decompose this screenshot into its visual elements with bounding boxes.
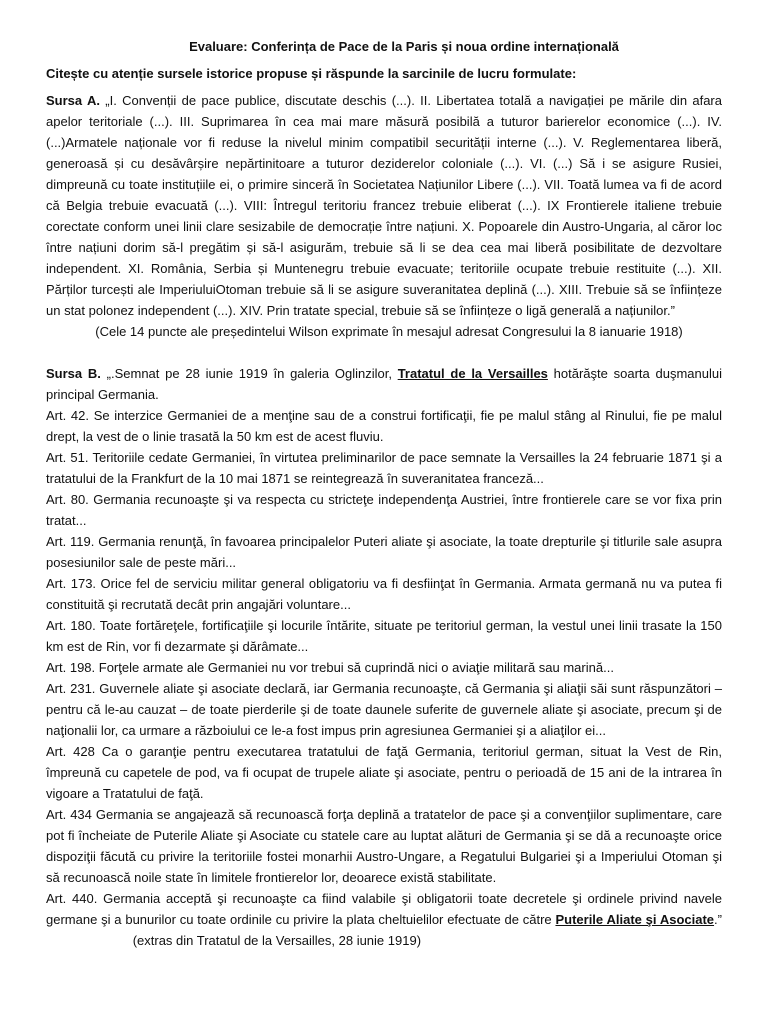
instruction-text: Citește cu atenție sursele istorice propuse și răspunde la sarcinile de lucru formulate:	[46, 66, 577, 81]
source-b-intro-post: hotărăşte soarta duşmanului principal Germania.	[46, 366, 723, 402]
source-b-intro-pre: „.Semnat pe 28 iunie 1919 în galeria Oglinzilor,	[106, 366, 398, 381]
article-42: Art. 42. Se interzice Germaniei de a menţine sau de a construi fortificaţii, fie pe malul stâng al Rinului, fie pe malul drept, la vest de o linie trasată la 50 km est de acest fluviu.	[46, 408, 722, 444]
allied-powers-link: Puterile Aliate şi Asociate	[555, 912, 715, 927]
source-a-label: Sursa A.	[46, 93, 100, 108]
article-173: Art. 173. Orice fel de serviciu militar general obligatoriu va fi desfiinţat în Germania. Armata germană nu va putea fi constituită şi recrutată decât prin angajări voluntare...	[46, 576, 722, 612]
treaty-link: Tratatul de la Versailles	[397, 366, 548, 381]
spacer	[46, 342, 722, 363]
article-198: Art. 198. Forţele armate ale Germaniei nu vor trebui să cuprindă nici o aviaţie militară sau marină...	[46, 660, 614, 675]
article-80: Art. 80. Germania recunoaşte şi va respecta cu stricteţe independenţa Austriei, între frontierele care se vor fixa prin tratat...	[46, 492, 722, 528]
source-a-paragraph	[46, 90, 722, 321]
article-180: Art. 180. Toate fortăreţele, fortificaţiile şi locurile întărite, situate pe teritoriul german, la vestul unei linii trasate la 150 km est de Rin, vor fi dezarmate şi dărâmate...	[46, 618, 722, 654]
article-440-end: .”	[714, 912, 722, 927]
article-51: Art. 51. Teritoriile cedate Germaniei, în virtutea preliminarilor de pace semnate la Versailles la 24 februarie 1871 şi a tratatului de la Frankfurt de la 10 mai 1871 se reintegrează în suveranitatea franceză...	[46, 450, 722, 486]
source-a-text: „I. Convenții de pace publice, discutate deschis (...). II. Libertatea totală a navigației pe mările din afara apelor teritoriale (...). III. Suprimarea în cea mai mare măsură posibilă a tuturor barierelor economice (...). IV. (...)Armatele naționale vor fi reduse la nivelul minim compatibil securității interne (...). V. Reglementarea liberă, generoasă și cu desăvârșire nepărtinitoare a tuturor deziderelor coloniale (...). VI. (...) Să i se asigure Rusiei, dimpreună cu toate instituțiile ei, o primire sinceră în Societatea Națiunilor Libere (...). VII. Toată lumea va fi de acord că Belgia trebuie evacuată (...). VIII: Întregul teritoriu francez trebuie eliberat (...). IX Frontierele italiene trebuie corectate conform unei linii clare sesizabile de democrație între națiuni. X. Popoarele din Austro-Ungaria, al căror loc între națiuni dorim să-l pregătim și să-l asigurăm, trebuie să li se dea cea mai liberă posibilitate de dezvoltare independent. XI. România, Serbia și Muntenegru trebuie evacuate; teritoriile ocupate trebuie restituite (...). XII. Părților turcești ale ImperiuluiOtoman trebuie să li se asigure suveranitatea deplină (...). XIII. Trebuie să se înființeze un stat polonez independent (...). XIV. Prin tratate special, trebuie să se înființeze o ligă generală a națiunilor.”	[46, 93, 722, 318]
article-231: Art. 231. Guvernele aliate şi asociate declară, iar Germania recunoaşte, că Germania şi aliaţii săi sunt răspunzători – pentru că le-au cauzat – de toate pierderile şi de toate daunele suferite de guvernele aliate şi asociate, precum şi de naţionalii lor, ca urmare a războiului ce le-a fost impus prin agresiunea Germaniei şi a aliaţilor ei...	[46, 681, 722, 738]
article-119: Art. 119. Germania renunţă, în favoarea principalelor Puteri aliate şi asociate, la toate drepturile şi titlurile sale asupra posesiunilor sale de peste mări...	[46, 534, 722, 570]
source-a-caption: (Cele 14 puncte ale președintelui Wilson exprimate în mesajul adresat Congresului la 8 ianuarie 1918)	[95, 324, 683, 339]
source-b-caption-text: (extras din Tratatul de la Versailles, 28 iunie 1919)	[132, 933, 422, 948]
source-b-label: Sursa B.	[46, 366, 101, 381]
document-title: Evaluare: Conferința de Pace de la Paris și noua ordine internațională	[189, 39, 619, 54]
source-b-intro	[46, 363, 722, 405]
source-b-caption	[46, 933, 421, 948]
article-434: Art. 434 Germania se angajează să recunoască forţa deplină a tratatelor de pace şi a convenţiilor suplimentare, care pot fi încheiate de Puterile Aliate şi Asociate cu statele care au luptat alături de Germania şi se dă a recunoaşte orice dispoziţii făcută cu privire la teritoriile fostei monarhii Austro-Ungare, a Regatului Bulgariei şi a Imperiului Otoman şi să recunoască noile state în limitele frontierelor lor, deoarece există stabilitate.	[46, 807, 722, 885]
article-440-text: Art. 440. Germania acceptă şi recunoaşte ca fiind valabile şi obligatorii toate decretele şi ordinele privind navele germane şi a bunurilor cu toate ordinile cu privire la plata cheltuielilor efectuate de către	[46, 891, 722, 927]
article-428: Art. 428 Ca o garanţie pentru executarea tratatului de faţă Germania, teritoriul german, situat la Vest de Rin, împreună cu capetele de pod, va fi ocupat de trupele aliate şi asociate, pentru o perioadă de 15 ani de la intrarea în vigoare a Tratatului de faţă.	[46, 744, 722, 801]
article-440	[46, 888, 722, 951]
